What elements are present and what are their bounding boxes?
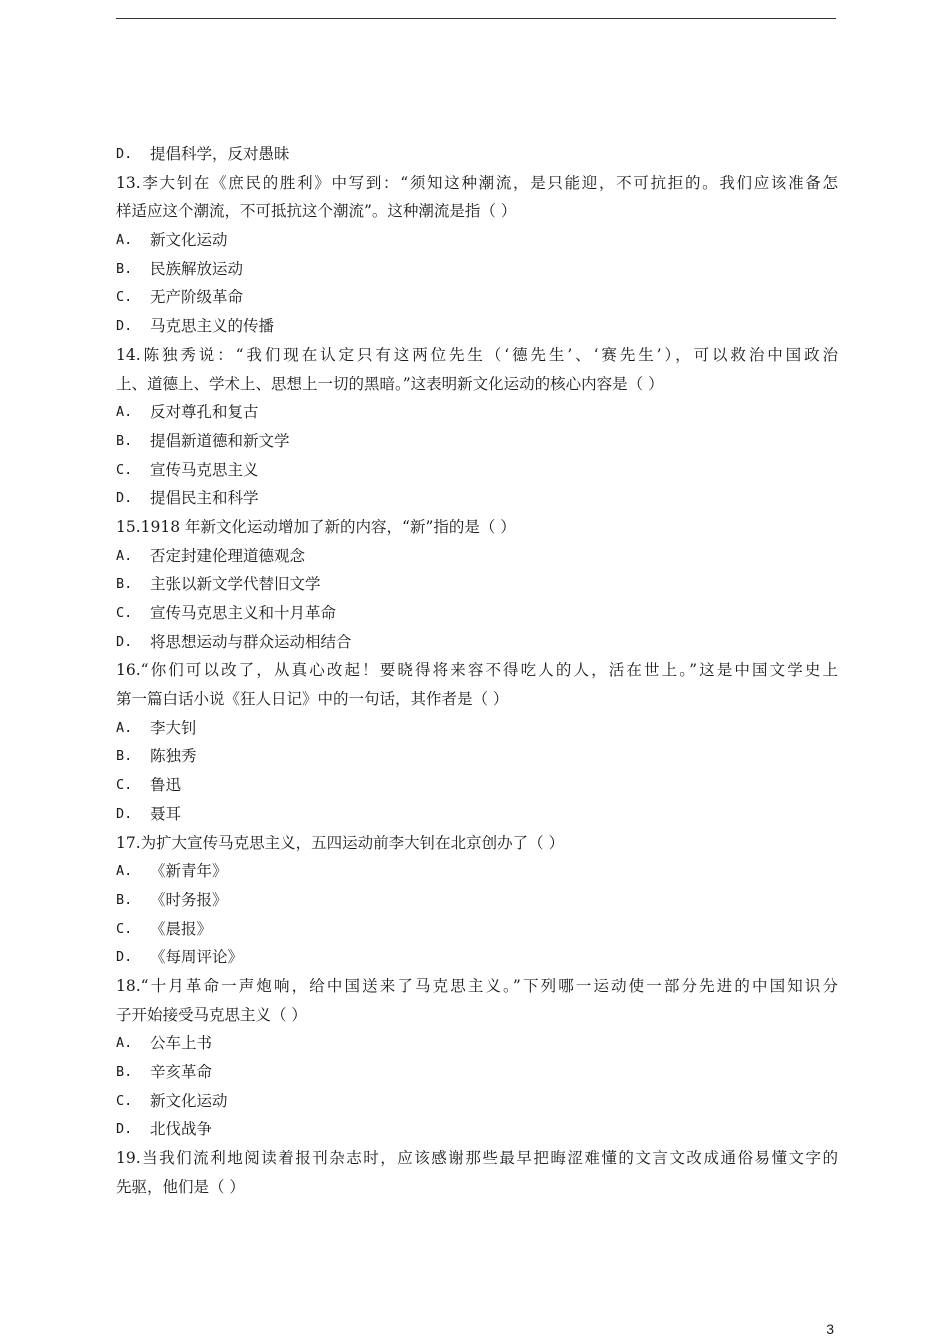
option-text: 鲁迅	[150, 776, 182, 795]
option-text: 《新青年》	[150, 862, 228, 881]
question-stem-line: 18.“十月革命一声炮响，给中国送来了马克思主义。”下列哪一运动使一部分先进的中国知识分	[116, 976, 838, 995]
question-stem	[116, 1144, 838, 1201]
option-letter: A.	[116, 404, 133, 421]
answer-option	[116, 255, 838, 284]
answer-option	[116, 915, 838, 944]
question-stem-line: 17.为扩大宣传马克思主义，五四运动前李大钊在北京创办了（ ）	[116, 833, 565, 852]
answer-option	[116, 714, 838, 743]
answer-option	[116, 312, 838, 341]
option-letter: B.	[116, 432, 133, 449]
option-text: 《每周评论》	[150, 948, 244, 967]
option-text: 无产阶级革命	[150, 288, 244, 307]
question-stem	[116, 341, 838, 398]
header-rule	[116, 18, 836, 19]
answer-option	[116, 599, 838, 628]
option-letter: A.	[116, 547, 133, 564]
option-letter: C.	[116, 777, 133, 794]
question-stem	[116, 513, 838, 542]
option-letter: D.	[116, 1121, 133, 1138]
option-letter: A.	[116, 1035, 133, 1052]
question-stem-line: 19.当我们流利地阅读着报刊杂志时，应该感谢那些最早把晦涩难懂的文言文改成通俗易懂文字的	[116, 1149, 838, 1168]
option-letter: B.	[116, 1064, 133, 1080]
option-text: 主张以新文学代替旧文学	[150, 575, 321, 594]
answer-option	[116, 542, 838, 571]
option-letter: D.	[116, 949, 133, 966]
answer-option	[116, 628, 838, 657]
question-stem-line: 子开始接受马克思主义（ ）	[116, 1005, 307, 1024]
option-text: 聂耳	[150, 804, 182, 823]
option-letter: B.	[116, 891, 133, 908]
option-letter: A.	[116, 719, 133, 736]
option-text: 北伐战争	[150, 1120, 213, 1139]
option-letter: C.	[116, 605, 133, 621]
question-stem	[116, 169, 838, 226]
answer-option	[116, 1029, 838, 1058]
option-letter: C.	[116, 920, 133, 937]
page-number: 3	[826, 1321, 834, 1337]
option-letter: B.	[116, 576, 133, 593]
option-text: 将思想运动与群众运动相结合	[150, 632, 352, 651]
question-stem	[116, 656, 838, 713]
answer-option	[116, 140, 838, 169]
option-text: 宣传马克思主义和十月革命	[150, 604, 337, 622]
answer-option	[116, 771, 838, 800]
question-stem-line: 上、道德上、学术上、思想上一切的黑暗。”这表明新文化运动的核心内容是（ ）	[116, 374, 664, 393]
question-stem	[116, 829, 838, 858]
question-stem-line: 先驱，他们是（ ）	[116, 1177, 245, 1196]
question-list	[116, 140, 838, 1201]
option-text: 提倡民主和科学	[150, 489, 259, 508]
answer-option	[116, 484, 838, 513]
question-stem-line: 第一篇白话小说《狂人日记》中的一句话，其作者是（ ）	[116, 690, 509, 709]
answer-option	[116, 427, 838, 456]
answer-option	[116, 456, 838, 485]
option-letter: A.	[116, 863, 133, 880]
option-letter: B.	[116, 260, 133, 277]
option-text: 陈独秀	[150, 747, 197, 766]
option-text: 马克思主义的传播	[150, 317, 275, 336]
option-text: 否定封建伦理道德观念	[150, 546, 306, 565]
option-text: 《晨报》	[150, 919, 213, 938]
option-text: 新文化运动	[150, 231, 228, 250]
option-text: 李大钊	[150, 718, 197, 737]
option-letter: A.	[116, 232, 133, 249]
question-stem-line: 16.“你们可以改了，从真心改起！要晓得将来容不得吃人的人，活在世上。”这是中国文学史上	[116, 661, 838, 680]
answer-option	[116, 398, 838, 427]
answer-option	[116, 570, 838, 599]
answer-option	[116, 943, 838, 972]
option-text: 辛亥革命	[150, 1063, 213, 1081]
option-text: 民族解放运动	[150, 259, 244, 278]
option-text: 《时务报》	[150, 890, 228, 909]
option-letter: B.	[116, 748, 133, 765]
answer-option	[116, 742, 838, 771]
option-letter: C.	[116, 1092, 133, 1109]
option-letter: D.	[116, 633, 133, 650]
option-text: 新文化运动	[150, 1091, 228, 1110]
answer-option	[116, 886, 838, 915]
answer-option	[116, 226, 838, 255]
option-letter: D.	[116, 805, 133, 822]
option-letter: C.	[116, 289, 133, 306]
question-stem-line: 13.李大钊在《庶民的胜利》中写到：“须知这种潮流，是只能迎，不可抗拒的。我们应该准备怎	[116, 173, 838, 192]
option-text: 提倡新道德和新文学	[150, 431, 290, 450]
option-text: 提倡科学，反对愚昧	[150, 145, 290, 163]
answer-option	[116, 1058, 838, 1087]
answer-option	[116, 1115, 838, 1144]
option-letter: D.	[116, 146, 133, 162]
option-text: 宣传马克思主义	[150, 460, 259, 479]
option-text: 公车上书	[150, 1034, 213, 1053]
answer-option	[116, 800, 838, 829]
option-letter: D.	[116, 318, 133, 335]
answer-option	[116, 283, 838, 312]
question-stem-line: 样适应这个潮流，不可抵抗这个潮流”。这种潮流是指（ ）	[116, 202, 517, 221]
question-stem	[116, 972, 838, 1029]
option-text: 反对尊孔和复古	[150, 403, 259, 422]
answer-option	[116, 857, 838, 886]
option-letter: D.	[116, 490, 133, 507]
option-letter: C.	[116, 461, 133, 478]
question-stem-line: 14.陈独秀说：“我们现在认定只有这两位先生（‘德先生’、‘赛先生’），可以救治中国政治	[116, 345, 838, 364]
answer-option	[116, 1087, 838, 1116]
question-stem-line: 15.1918 年新文化运动增加了新的内容，“新”指的是（ ）	[116, 517, 516, 536]
